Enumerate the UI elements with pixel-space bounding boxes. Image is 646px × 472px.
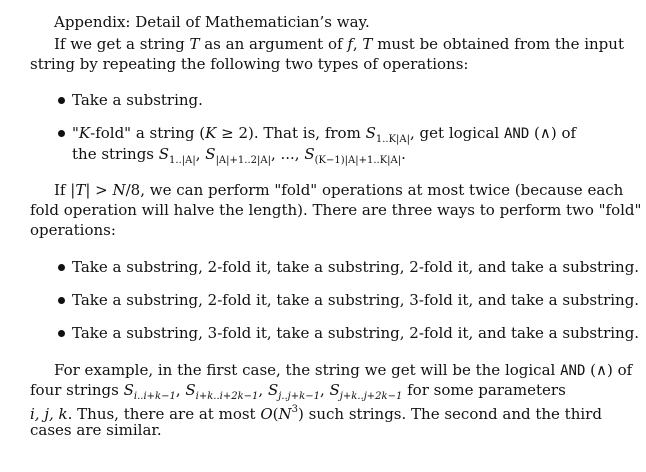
paragraph-3-line-3: i, j, k. Thus, there are at most $O(N^3)$ such strings. The second and the third [30,404,602,423]
bullet-icon [58,97,65,104]
bullet-icon [58,264,65,271]
paragraph-1-line-2: string by repeating the following two types of operations: [30,55,469,73]
paragraph-1-line-1: If we get a string T as an argument of f, T must be obtained from the input [54,35,624,53]
paragraph-2-line-3: operations: [30,221,116,239]
operation-item-2-line-2: the strings $S_{1..|A|}$, $S_{|A|+1..2|A|}$, ..., $S_{(K-1)|A|+1..K|A|}$. [72,145,406,166]
bullet-icon [58,130,65,137]
paragraph-2-line-2: fold operation will halve the length). There are three ways to perform two "fold" [30,201,642,219]
way-item-3: Take a substring, 3-fold it, take a substring, 2-fold it, and take a substring. [72,324,640,342]
bullet-icon [58,297,65,304]
paragraph-3-line-1: For example, in the first case, the string we get will be the logical AND (∧) of [54,361,633,379]
bullet-icon [58,330,65,337]
operation-item-2-line-1: "K-fold" a string (K ≥ 2). That is, from $S_{1..K|A|}$, get logical AND (∧) of [72,124,577,145]
way-item-1: Take a substring, 2-fold it, take a substring, 2-fold it, and take a substring. [72,258,640,276]
paragraph-3-line-4: cases are similar. [30,421,162,439]
paragraph-2-line-1: If |T| > N/8, we can perform "fold" operations at most twice (because each [54,181,624,199]
paragraph-3-line-2: four strings $S_{i..i+k-1}$, $S_{i+k..i+2k-1}$, $S_{j..j+k-1}$, $S_{j+k..j+2k-1}$ for some parameters [30,381,566,402]
appendix-title: Appendix: Detail of Mathematician’s way. [54,13,370,31]
way-item-2: Take a substring, 2-fold it, take a substring, 3-fold it, and take a substring. [72,291,640,309]
operation-item-1: Take a substring. [72,91,203,109]
